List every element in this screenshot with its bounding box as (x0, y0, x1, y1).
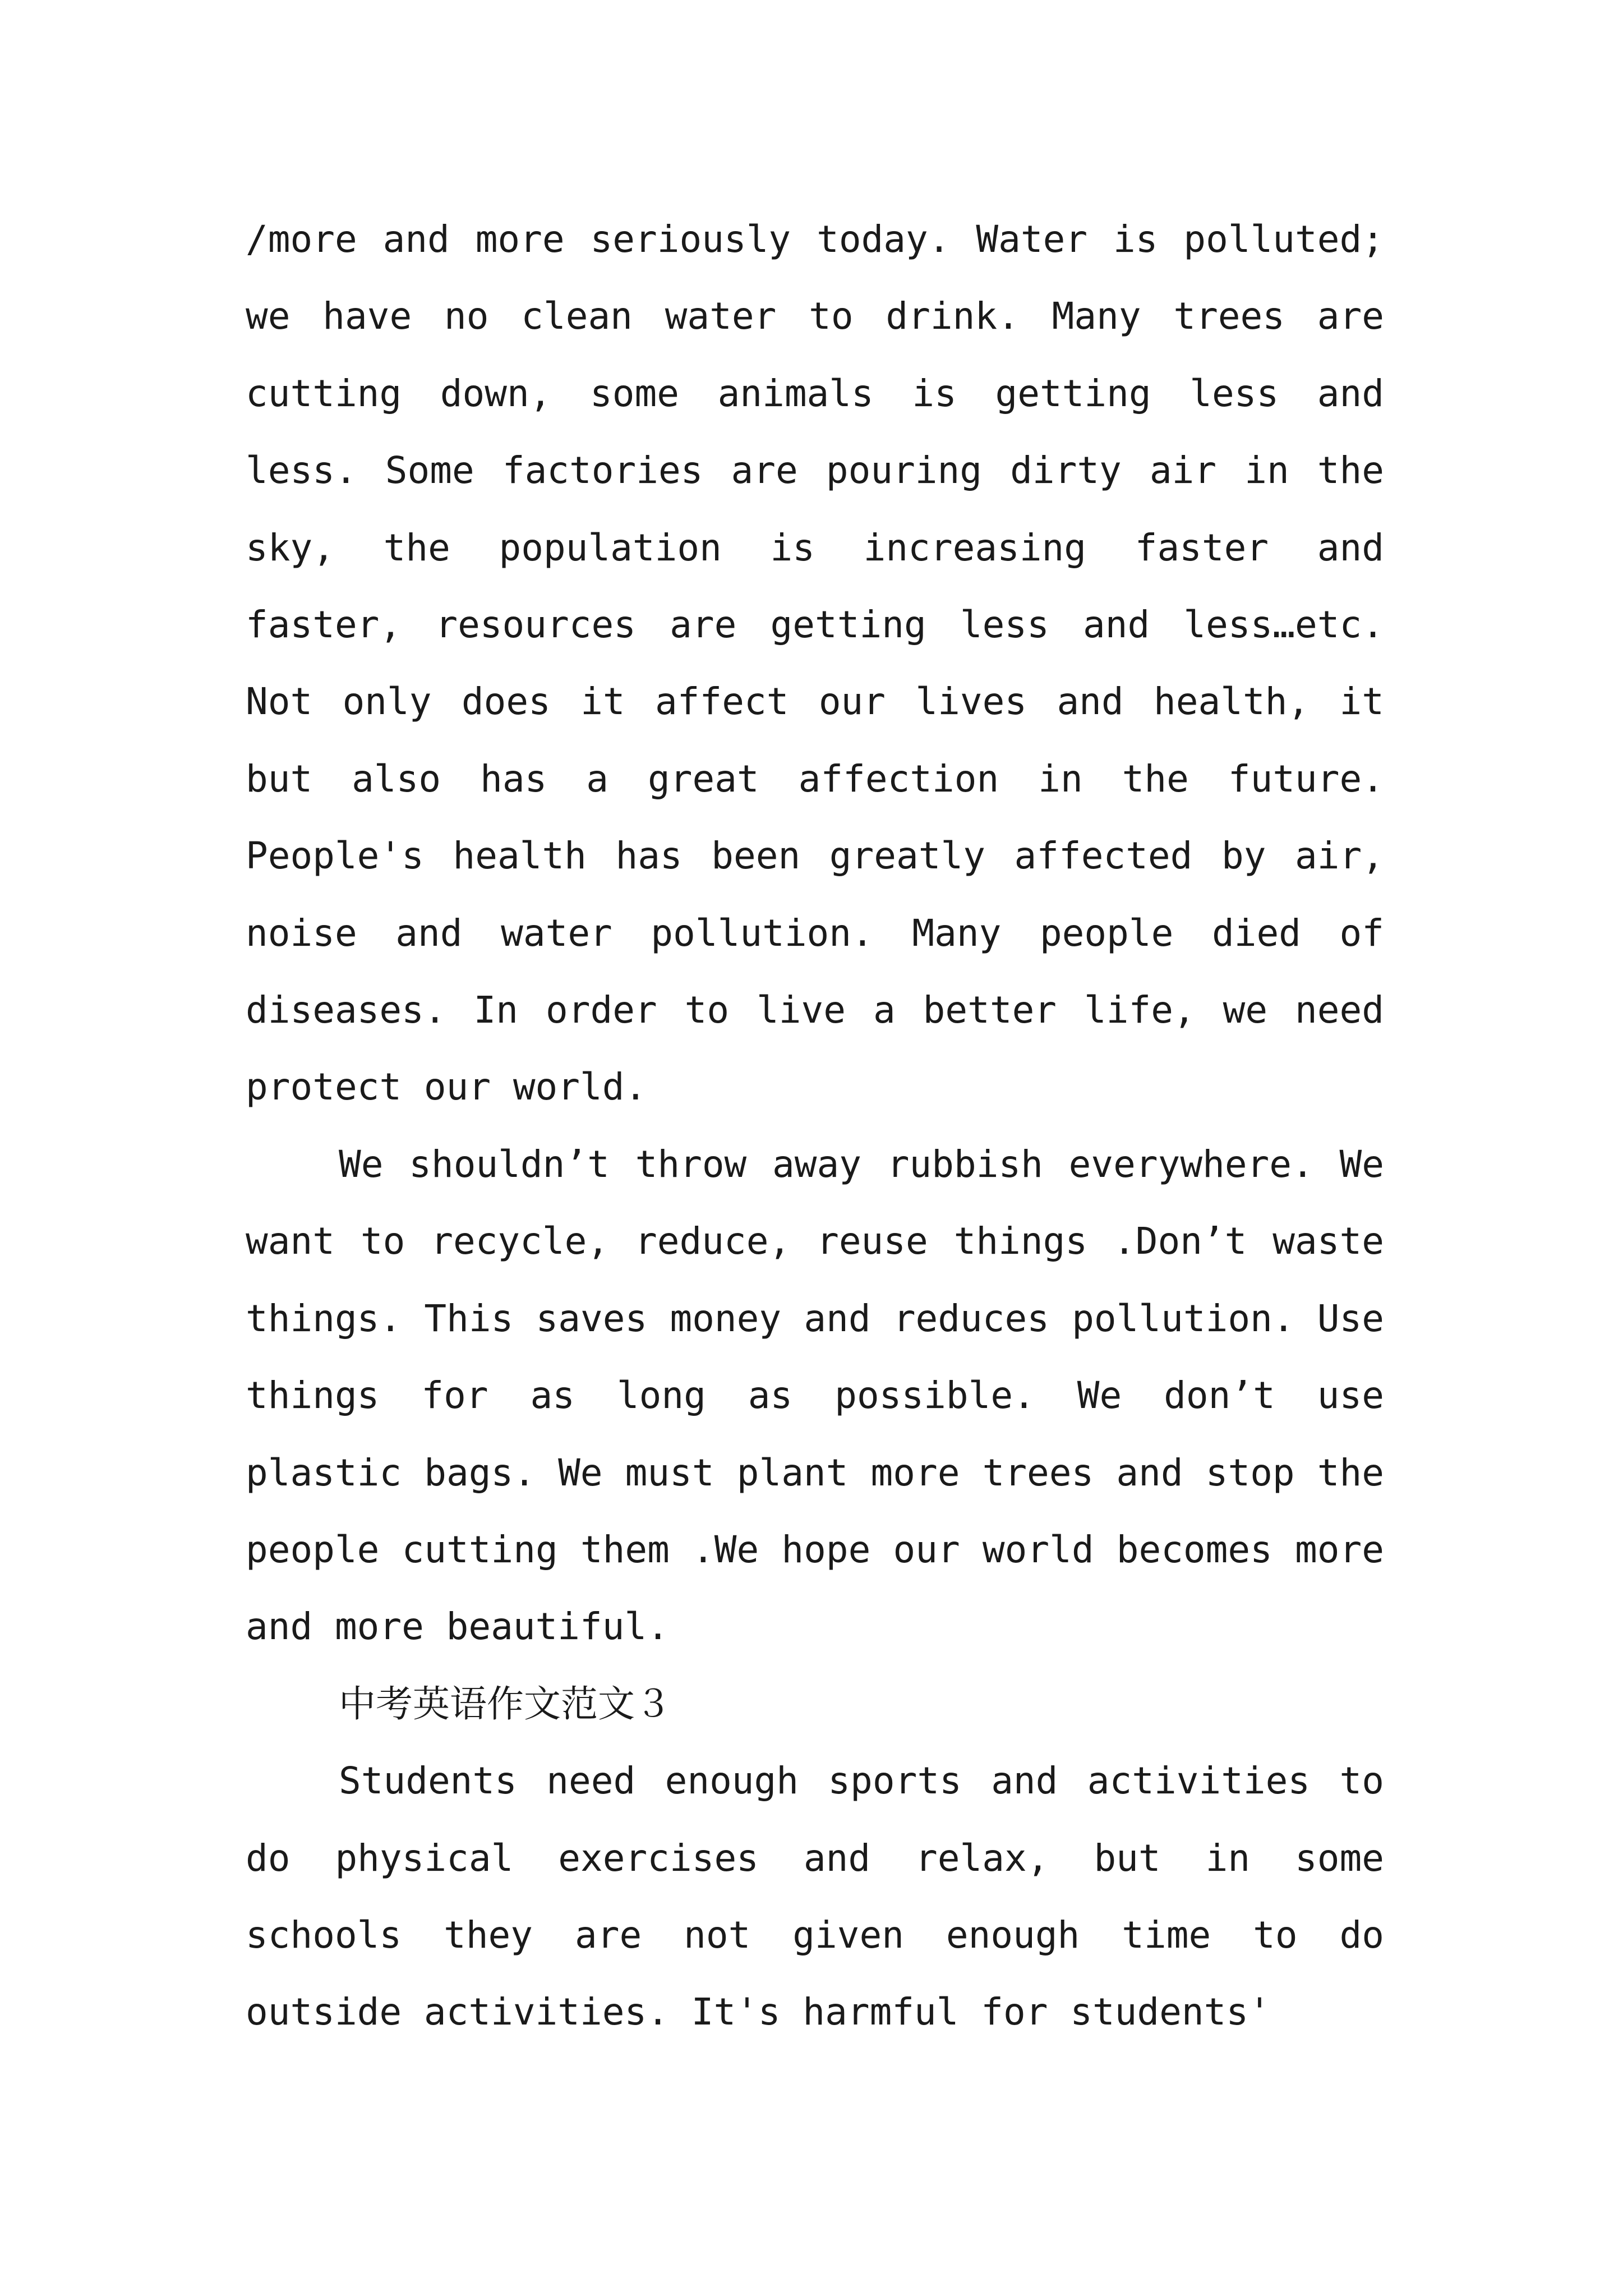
paragraph-protect-environment: We shouldn’t throw away rubbish everywhere. We want to recycle, reduce, reuse things .Don’t waste things. This saves money and reduces pollution. Use things for as long as possible. We don’t use plastic bags. We must plant more trees and stop the people cutting them .We hope our world becomes more and more beautiful. (246, 1142, 1384, 1649)
section-heading: 中考英语作文范文３ (339, 1682, 672, 1726)
paragraph-student-activities: Students need enough sports and activities to do physical exercises and relax, but in some schools they are not given enough time to do outside activities. It's harmful for students' (246, 1759, 1384, 2034)
paragraph-pollution-problems: /more and more seriously today. Water is polluted; we have no clean water to drink. Many trees are cutting down, some animals is getting less and less. Some factories are pouring dirty air in the sky, the population is increasing faster and faster, resources are getting less and less…etc. Not only does it affect our lives and health, it but also has a great affection in the future. People's health has been greatly affected by air, noise and water pollution. Many people died of diseases. In order to live a better life, we need protect our world. (246, 218, 1384, 1109)
document-body (246, 201, 1384, 2051)
